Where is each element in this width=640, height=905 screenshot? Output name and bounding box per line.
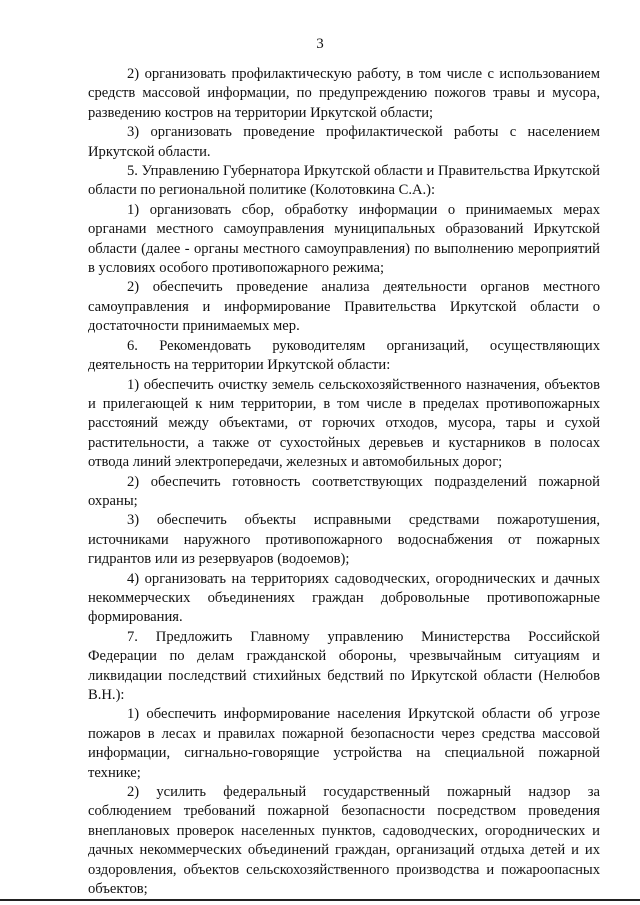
paragraph-6-1: 1) обеспечить очистку земель сельскохозяйственного назначения, объектов и прилегающей к ним территории, в том числе в пределах противопожарных расстояний между объектами, от горючих отходов, мусора, тары и сухой растительности, а также от сухостойных деревьев и кустарников в полосах отвода линий электропередачи, железных и автомобильных дорог; [88,376,600,471]
paragraph-6-2: 2) обеспечить готовность соответствующих подразделений пожарной охраны; [88,473,600,509]
paragraph-5-1: 1) организовать сбор, обработку информации о принимаемых мерах органами местного самоуправления муниципальных образований Иркутской области (далее - органы местного самоуправления) по выполнению мероприятий в условиях особого противопожарного режима; [88,201,600,277]
paragraph-2-3: 3) организовать проведение профилактической работы с населением Иркутской области. [88,124,600,160]
paragraph-7: 7. Предложить Главному управлению Министерства Российской Федерации по делам гражданской обороны, чрезвычайным ситуациям и ликвидации последствий стихийных бедствий по Иркутской области (Нелюбов В.Н.): [88,628,600,703]
scan-bottom-edge [0,899,640,901]
page-number: 3 [316,36,324,52]
paragraph-2-2: 2) организовать профилактическую работу, в том числе с использованием средств массовой информации, по предупреждению пожогов травы и мусора, разведению костров на территории Иркутской области; [88,66,600,121]
paragraph-6-3: 3) обеспечить объекты исправными средствами пожаротушения, источниками наружного противопожарного водоснабжения от пожарных гидрантов или из резервуаров (водоемов); [88,512,600,568]
paragraph-7-1: 1) обеспечить информирование населения Иркутской области об угрозе пожаров в лесах и правилах пожарной безопасности через средства массовой информации, сигнально-говорящие устройства на специальной пожарной технике; [88,706,600,781]
paragraph-7-2: 2) усилить федеральный государственный пожарный надзор за соблюдением требований пожарной безопасности посредством проведения внеплановых проверок населенных пунктов, садоводческих, огороднических и дачных некоммерческих объединений граждан, организаций отдыха детей и их оздоровления, объектов сельскохозяйственного производства и пожароопасных объектов; [88,784,600,898]
paragraph-5-2: 2) обеспечить проведение анализа деятельности органов местного самоуправления и информирование Правительства Иркутской области о достаточности принимаемых мер. [88,279,600,335]
paragraph-5: 5. Управлению Губернатора Иркутской области и Правительства Иркутской области по региональной политике (Колотовкина С.А.): [88,163,600,199]
document-body [88,65,600,899]
paragraph-6: 6. Рекомендовать руководителям организаций, осуществляющих деятельность на территории Иркутской области: [88,337,600,374]
paragraph-6-4: 4) организовать на территориях садоводческих, огороднических и дачных некоммерческих объединениях граждан добровольные противопожарные формирования. [88,570,600,626]
